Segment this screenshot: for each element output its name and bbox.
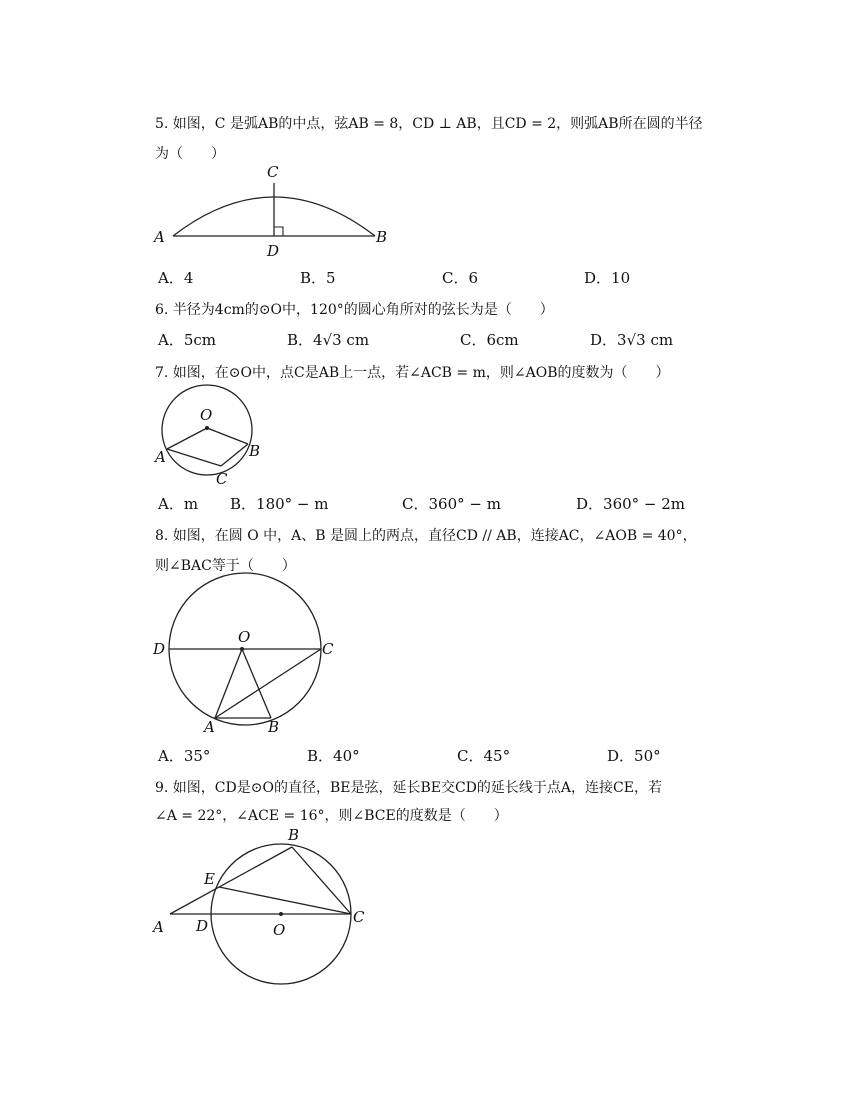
q8-figure: [150, 570, 350, 740]
q5-option-b[interactable]: B．5: [300, 269, 336, 287]
q8-label-a: A: [204, 718, 215, 736]
q7-radius-ob: [207, 428, 248, 444]
q7-label-c: C: [216, 470, 228, 488]
q8-radius-ob: [242, 649, 271, 718]
q8-chord-ac: [215, 649, 321, 718]
q8-stem-line-1: 8. 如图，在圆 O 中，A、B 是圆上的两点，直径CD // AB，连接AC，∠AOB = 40°，: [155, 528, 697, 544]
q9-label-b: B: [288, 826, 300, 844]
q5-stem-line-1: 5. 如图，C 是弧AB的中点，弦AB = 8，CD ⊥ AB，且CD = 2，则弧AB所在圆的半径: [155, 116, 703, 132]
q8-option-d[interactable]: D．50°: [607, 747, 661, 765]
q7-label-o: O: [200, 406, 213, 424]
q9-label-c: C: [353, 908, 365, 926]
q7-stem-line-1: 7. 如图，在⊙O中，点C是AB上一点，若∠ACB = m，则∠AOB的度数为（ ）: [155, 365, 670, 381]
q5-option-c[interactable]: C．6: [442, 269, 479, 287]
q9-figure: [150, 825, 380, 990]
q7-radius-oa: [167, 428, 207, 449]
q9-line-ab: [170, 847, 292, 914]
q6-option-c[interactable]: C．6cm: [460, 331, 519, 349]
q8-option-a[interactable]: A．35°: [158, 747, 211, 765]
q5-option-a[interactable]: A．4: [158, 269, 194, 287]
q7-label-b: B: [249, 442, 261, 460]
q5-label-a: A: [154, 228, 165, 246]
q7-figure: [150, 378, 280, 488]
q8-option-b[interactable]: B．40°: [307, 747, 360, 765]
q5-option-d[interactable]: D．10: [584, 269, 631, 287]
q5-label-d: D: [267, 242, 280, 260]
q8-radius-oa: [215, 649, 242, 718]
q9-center-dot: [279, 912, 283, 916]
q9-label-d: D: [196, 917, 209, 935]
q8-label-d: D: [153, 640, 166, 658]
q5-stem-line-2: 为（ ）: [155, 146, 225, 162]
q7-option-d[interactable]: D．360° − 2m: [576, 495, 686, 513]
q7-chord-ac: [167, 449, 221, 466]
q5-label-b: B: [376, 228, 388, 246]
q8-stem-line-2: 则∠BAC等于（ ）: [155, 558, 296, 574]
q9-label-o: O: [273, 921, 286, 939]
q9-label-e: E: [204, 870, 215, 888]
q7-option-c[interactable]: C．360° − m: [402, 495, 501, 513]
q5-figure: [150, 160, 400, 260]
q5-right-angle-mark: [274, 227, 283, 236]
q7-label-a: A: [155, 448, 166, 466]
q8-label-c: C: [322, 640, 334, 658]
q7-option-a[interactable]: A．m: [158, 495, 199, 513]
q6-stem-line-1: 6. 半径为4cm的⊙O中，120°的圆心角所对的弦长为是（ ）: [155, 302, 554, 318]
q5-label-c: C: [267, 163, 279, 181]
q8-label-o: O: [238, 628, 251, 646]
q8-option-c[interactable]: C．45°: [457, 747, 511, 765]
q6-option-b[interactable]: B．4√3 cm: [287, 331, 370, 349]
q8-label-b: B: [268, 718, 280, 736]
q9-stem-line-1: 9. 如图，CD是⊙O的直径，BE是弦，延长BE交CD的延长线于点A，连接CE，若: [155, 780, 662, 796]
q7-option-b[interactable]: B．180° − m: [230, 495, 329, 513]
q6-option-a[interactable]: A．5cm: [158, 331, 217, 349]
q9-label-a: A: [153, 918, 164, 936]
q9-stem-line-2: ∠A = 22°，∠ACE = 16°，则∠BCE的度数是（ ）: [155, 808, 508, 824]
q6-option-d[interactable]: D．3√3 cm: [590, 331, 674, 349]
